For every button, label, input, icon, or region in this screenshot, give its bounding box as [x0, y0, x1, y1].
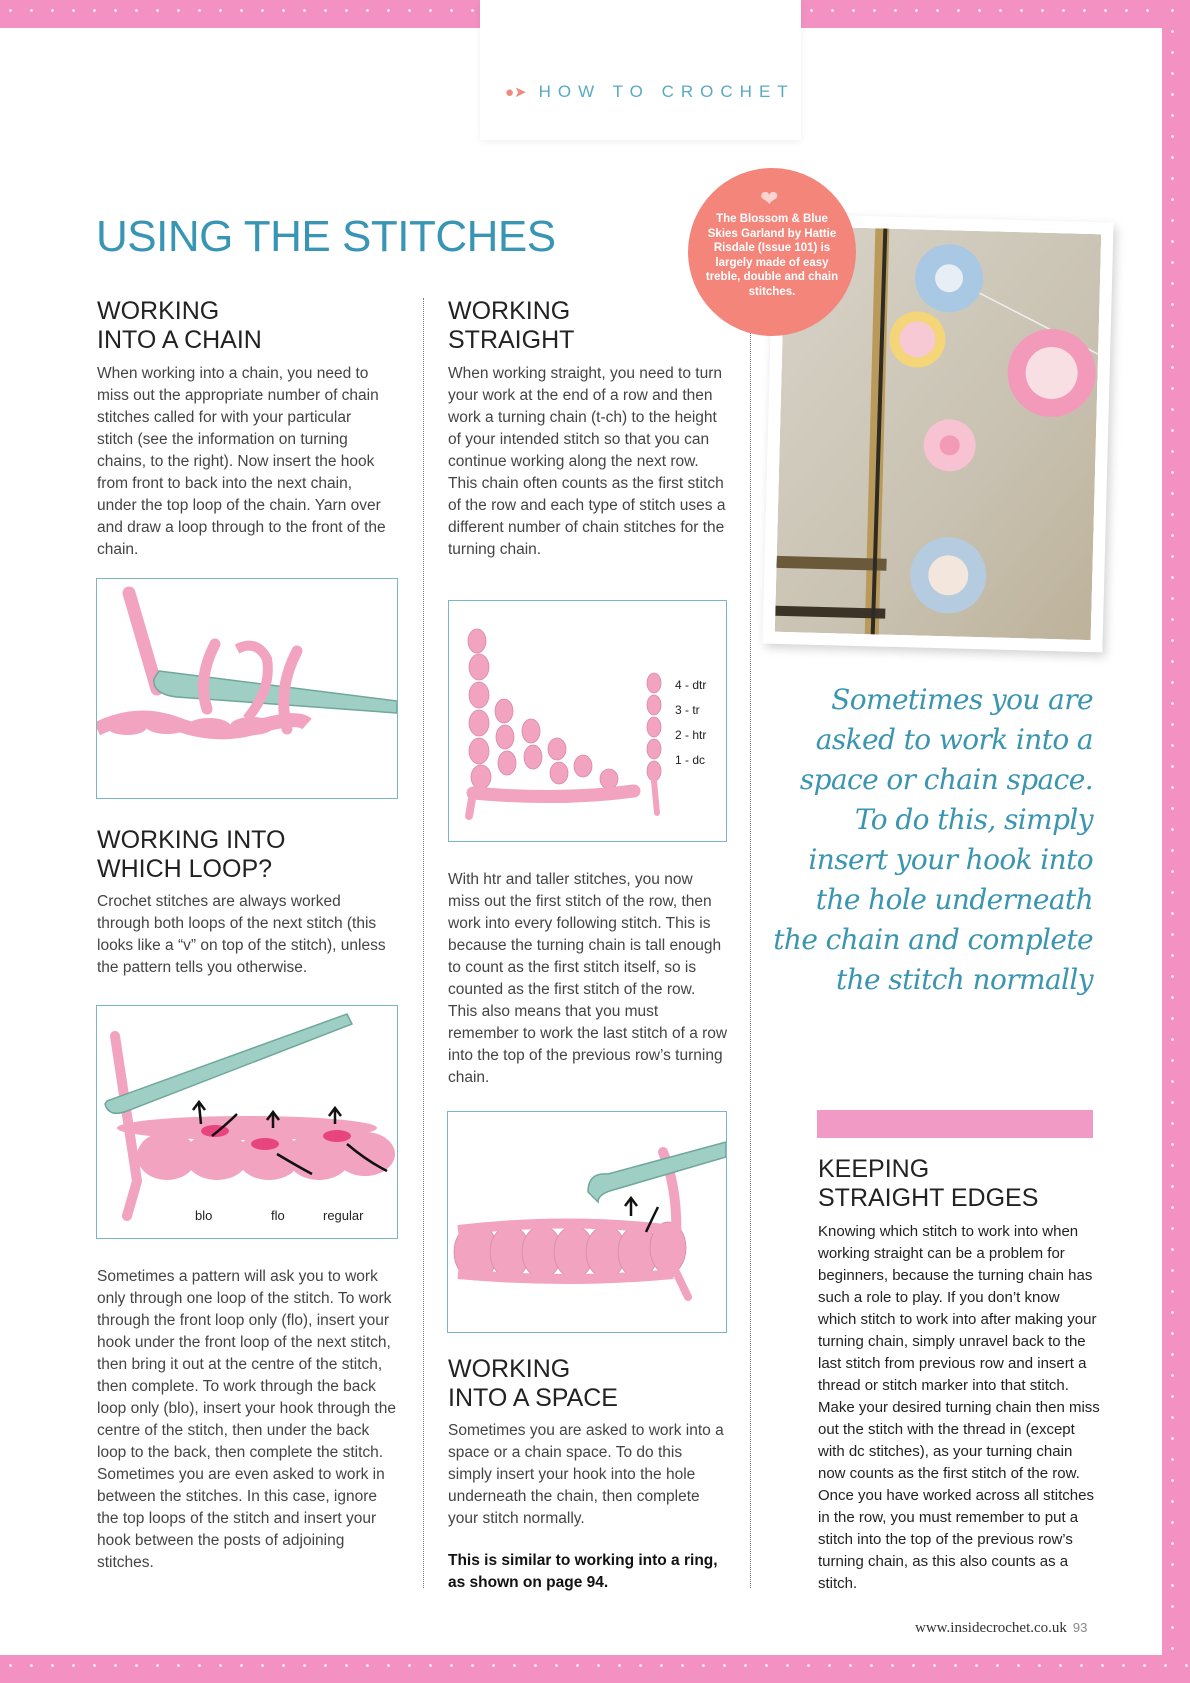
page-number: 93 [1072, 1620, 1088, 1635]
figure-turning-chain-diagram [448, 600, 727, 842]
heading-which-loop: WORKING INTO WHICH LOOP? [97, 826, 286, 883]
badge-caption: The Blossom & Blue Skies Garland by Hattie Risdale (Issue 101) is largely made of easy treble, double and chain stitches. [705, 213, 839, 298]
figure-space-diagram [447, 1111, 727, 1333]
kicker-text: HOW TO CROCHET [538, 82, 795, 101]
figure-loop-diagram [96, 1005, 398, 1239]
paragraph-working-into-chain: When working into a chain, you need to miss out the appropriate number of chain stitches called for with your particular stitch (see the information on turning chains, to the right). Now insert the hook from front to back into the next chain, under the top loop of the chain. Yarn over and draw a loop through to the front of the chain. [97, 365, 386, 558]
heading-into-a-space: WORKING INTO A SPACE [448, 1355, 618, 1412]
column-divider-1 [423, 298, 424, 1588]
page-title: USING THE STITCHES [96, 212, 556, 261]
heading-straight-edges: KEEPING STRAIGHT EDGES [818, 1155, 1039, 1212]
column-divider-2 [750, 298, 751, 1588]
chain-label-htr: 2 - htr [675, 728, 707, 742]
header-tab-wave [480, 128, 801, 142]
heading-working-into-chain: WORKING INTO A CHAIN [97, 297, 262, 354]
figure-chain-diagram [96, 578, 398, 799]
heart-icon: ❤ [760, 186, 779, 211]
header-tab [480, 0, 801, 140]
label-blo: blo [195, 1208, 213, 1223]
paragraph-front-back-loop: Sometimes a pattern will ask you to work only through one loop of the stitch. To work through the front loop only (flo), insert your hook under the front loop of the next stitch, then bring it out at the centre of the stitch, then complete. To work through the back loop only (blo), insert your hook through the centre of the stitch, then under the back loop to the back, then complete the stitch. Sometimes you are even asked to work in between the stitches. In this case, ignore the top loops of the stitch and insert your hook between the posts of adjoining stitches. [97, 1268, 396, 1571]
section-kicker [505, 82, 795, 102]
paragraph-into-a-space: Sometimes you are asked to work into a space or a chain space. To do this simply insert your hook into the hole underneath the chain, then complete your stitch normally. [448, 1422, 724, 1527]
arrow-icon: ●➤ [505, 84, 527, 101]
right-border [1162, 0, 1190, 1683]
footer-url: www.insidecrochet.co.uk [915, 1620, 1067, 1636]
page-footer [915, 1620, 1087, 1637]
paragraph-htr-stitches: With htr and taller stitches, you now miss out the first stitch of the row, then work into every following stitch. This is because the turning chain is tall enough to count as the first stitch itself, so is counted as the first stitch of the row. This also means that you must remember to work the last stitch of a row into the top of the previous row’s turning chain. [448, 871, 728, 1086]
label-regular: regular [323, 1208, 364, 1223]
paragraph-which-loop: Crochet stitches are always worked through both loops of the next stitch (this looks like a “v” on top of the stitch), unless the pattern tells you otherwise. [97, 893, 386, 976]
chain-label-dc: 1 - dc [675, 753, 706, 767]
paragraph-straight-edges: Knowing which stitch to work into when working straight can be a problem for beginners, because the turning chain has such a role to play. If you don’t know which stitch to work into after making your turning chain, simply unravel back to the last stitch from previous row and insert a thread or stitch marker into that stitch. Make your desired turning chain then miss out the stitch with the thread in (except with dc stitches), as your turning chain now counts as the first stitch of the row. Once you have worked across all stitches in the row, you must remember to put a stitch into the top of the previous row’s turning chain, as this also counts as a stitch. [818, 1223, 1100, 1592]
heading-working-straight: WORKING STRAIGHT [448, 297, 575, 354]
top-border-right [801, 0, 1190, 28]
paragraph-ring-note: This is similar to working into a ring, as shown on page 94. [448, 1552, 718, 1591]
chain-label-dtr: 4 - dtr [675, 678, 707, 692]
paragraph-working-straight: When working straight, you need to turn your work at the end of a row and then work a turning chain (t-ch) to the height of your intended stitch so that you can continue working along the next row. This chain often counts as the first stitch of the row and each type of stitch uses a different number of chain stitches for the turning chain. [448, 365, 726, 558]
bottom-border [0, 1655, 1190, 1683]
chain-label-tr: 3 - tr [675, 703, 700, 717]
top-border-left [0, 0, 480, 28]
label-flo: flo [271, 1208, 285, 1223]
photo-caption-badge [688, 168, 856, 336]
pink-accent-bar [817, 1110, 1093, 1138]
pull-quote: Sometimes you are asked to work into a space or chain space. To do this, simply insert your hook into the hole underneath the chain and complete the stitch normally [773, 683, 1093, 996]
